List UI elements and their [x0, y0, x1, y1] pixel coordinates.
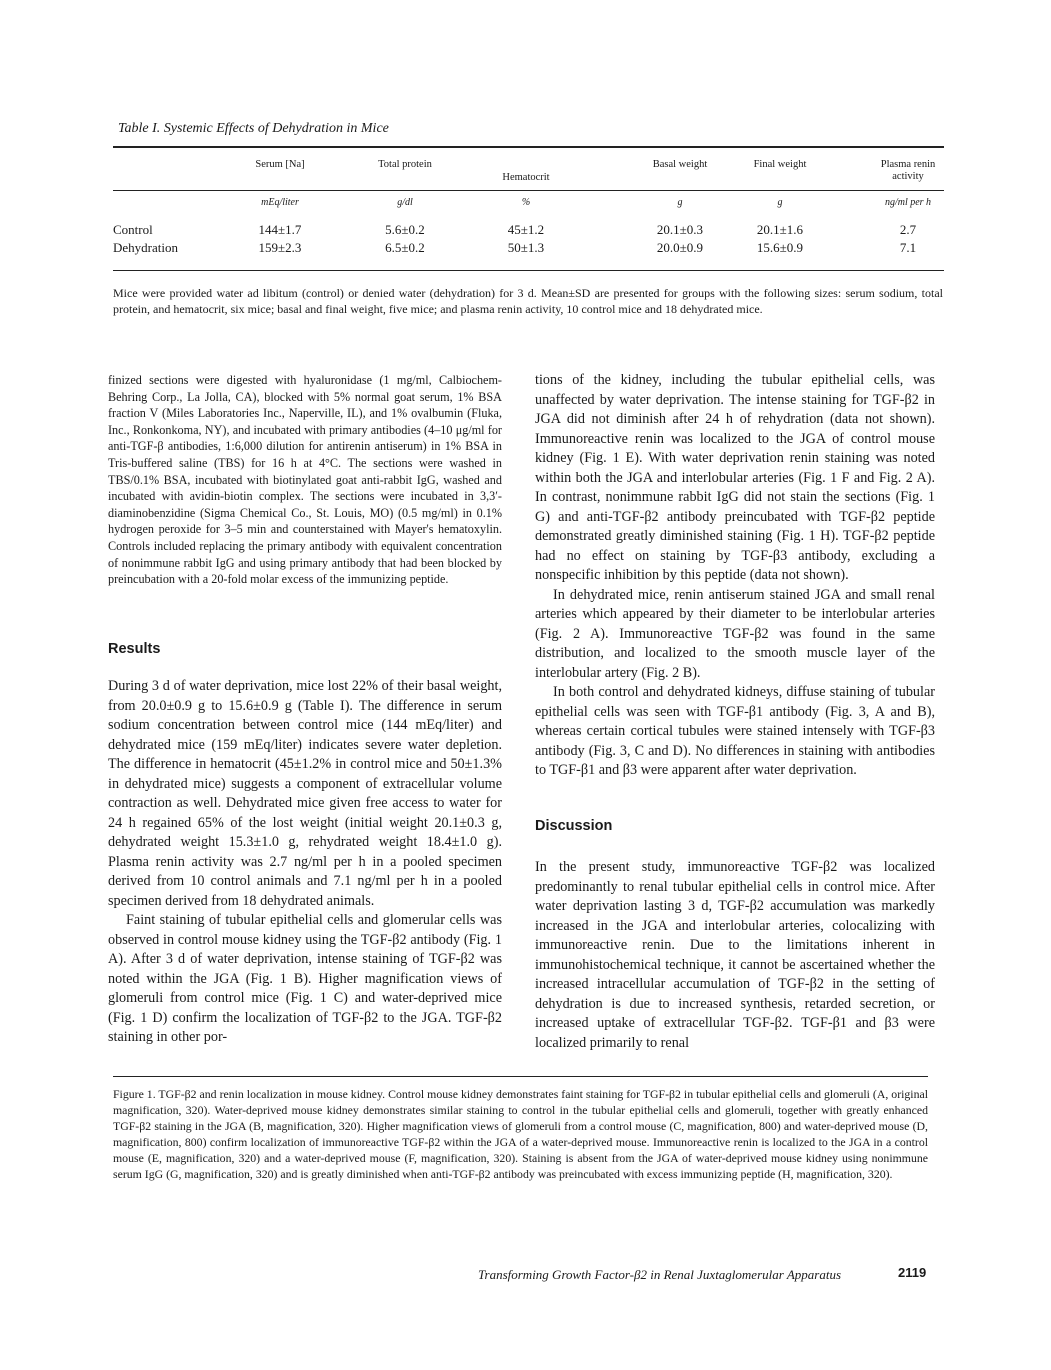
table-header-serum-na: Serum [Na]	[255, 159, 305, 170]
results-paragraph: Faint staining of tubular epithelial cells and glomerular cells was observed in control mouse kidney using the TGF-β2 antibody (Fig. 1 A). After 3 d of water deprivation, intense staining of TGF-β2 was noted within the JGA (Fig. 1 B). Higher magnification views of glomeruli from control mice (Fig. 1 C) and water-deprived mice (Fig. 1 D) confirm the localization of TGF-β2 to the JGA. TGF-β2 staining in other por-	[108, 912, 502, 1045]
table-unit-hematocrit: %	[521, 197, 531, 208]
methods-text: finized sections were digested with hyaluronidase (1 mg/ml, Calbiochem-Behring Corp., La Jolla, CA), blocked with 5% normal goat serum, 1% BSA fraction V (Miles Laboratories Inc., Naperville, IL), and 1% ovalbumin (Fluka, Inc., Ronkonkoma, NY), and incubated with primary antibodies (4–10 μg/ml for anti-TGF-β antibodies, 1:6,000 dilution for antirenin antiserum) in 1% BSA in Tris-buffered saline (TBS) for 16 h at 4°C. The sections were washed in TBS/0.1% BSA, incubated with biotinylated goat anti-rabbit IgG, washed and incubated with avidin-biotin complex. The sections were incubated in 3,3′-diaminobenzidine (Sigma Chemical Co., St. Louis, MO) (0.5 mg/ml) in 0.1% hydrogen peroxide for 3–5 min and counterstained with Mayer's hematoxylin. Controls included replacing the primary antibody with equivalent concentration of nonimmune rabbit IgG and using primary antibody that had been blocked by preincubation with a 20-fold molar excess of the immunizing peptide.	[108, 373, 502, 587]
page-number: 2119	[898, 1265, 927, 1280]
results-section	[108, 677, 502, 1048]
table-cell: 159±2.3	[258, 240, 302, 255]
discussion-heading: Discussion	[535, 818, 613, 834]
table-cell: 6.5±0.2	[385, 240, 425, 255]
results-paragraph: In dehydrated mice, renin antiserum stained JGA and small renal arteries which appeared by their diameter to be interlobular arteries (Fig. 2 A). Immunoreactive TGF-β2 was found in the same distribution, and localized to the smooth muscle layer of the interlobular artery (Fig. 2 B).	[535, 586, 935, 681]
table-header-total-protein: Total protein	[378, 159, 432, 170]
table-cell: 20.0±0.9	[656, 240, 704, 255]
results-paragraph: In both control and dehydrated kidneys, diffuse staining of tubular epithelial cells was seen with TGF-β1 antibody (Fig. 3, A and B), whereas certain cortical tubules were stained intensely with TGF-β3 antibody (Fig. 3, C and D). No differences in staining with antibodies to TGF-β1 and β3 were apparent after water deprivation.	[535, 684, 935, 778]
table-header-rule	[113, 190, 944, 191]
methods-paragraph	[108, 372, 502, 588]
table-header-plasma-renin: Plasma renin activity	[880, 159, 936, 182]
running-title: Transforming Growth Factor-β2 in Renal Juxtaglomerular Apparatus	[478, 1267, 841, 1282]
table-cell: 15.6±0.9	[756, 240, 804, 255]
table-cell: 50±1.3	[507, 240, 545, 255]
right-column-text	[535, 371, 935, 781]
table-row-label-control: Control	[113, 222, 153, 237]
results-paragraph: tions of the kidney, including the tubular epithelial cells, was unaffected by water deprivation. The intense staining for TGF-β2 in JGA did not diminish after 24 h of rehydration (data not shown). Immunoreactive renin was localized to the JGA of control mouse kidney (Fig. 1 E). With water deprivation renin staining was noted within both the JGA and interlobular arteries (Fig. 1 F and Fig. 2 A). In contrast, nonimmune rabbit IgG did not stain the sections (Fig. 1 G) and anti-TGF-β2 antibody preincubated with TGF-β2 peptide demonstrated greatly diminished staining (Fig. 1 H). TGF-β2 peptide had no effect on staining by TGF-β3 antibody, excluding a nonspecific inhibition by this peptide (data not shown).	[535, 372, 935, 583]
discussion-section	[535, 858, 935, 1053]
table-unit-serum-na: mEq/liter	[261, 197, 299, 208]
table-header-basal-weight: Basal weight	[652, 159, 708, 170]
table-cell: 20.1±1.6	[756, 222, 804, 237]
table-cell: 2.7	[899, 222, 917, 237]
results-heading: Results	[108, 641, 161, 657]
table-cell: 20.1±0.3	[656, 222, 704, 237]
table-unit-plasma-renin: ng/ml per h	[884, 197, 932, 208]
discussion-paragraph: In the present study, immunoreactive TGF-β2 was localized predominantly to renal tubular epithelial cells in control mice. After water deprivation lasting 3 d, TGF-β2 accumulation was markedly increased in the JGA and interlobular arteries, colocalizing with immunoreactive renin. Due to the limitations inherent in immunohistochemical technique, it cannot be ascertained whether the increased intracellular accumulation of TGF-β2 in the setting of dehydration is due to increased synthesis, retarded secretion, or increased uptake of extracellular TGF-β2. TGF-β1 and β3 were localized primarily to renal	[535, 859, 935, 1051]
table-title: Table I. Systemic Effects of Dehydration in Mice	[118, 121, 389, 136]
table-unit-basal-weight: g	[677, 197, 683, 208]
table-header-hematocrit: Hematocrit	[502, 172, 550, 183]
table-unit-total-protein: g/dl	[397, 197, 413, 208]
figure-caption: Figure 1. TGF-β2 and renin localization in mouse kidney. Control mouse kidney demonstrates faint staining for TGF-β2 in tubular epithelial cells and glomeruli (A, original magnification, 320). Water-deprived mouse kidney demonstrates similar staining to control in the tubular epithelial cells and glomeruli, together with greatly enhanced TGF-β2 staining in the JGA (B, magnification, 320). Higher magnification views of glomeruli from a control mouse (C, magnification, 800) and water-deprived mouse (D, magnification, 800) confirm localization of immunoreactive TGF-β2 within the JGA of a water-deprived mouse. Immunoreactive renin is localized to the JGA in a control mouse (E, magnification, 320) and a water-deprived mouse (F, magnification, 320). Staining is absent from the JGA of water-deprived mouse kidney using nonimmune serum IgG (G, magnification, 320) and is greatly diminished when anti-TGF-β2 antibody was preincubated with excess immunizing peptide (H, magnification, 320).	[113, 1087, 928, 1181]
table-footnote: Mice were provided water ad libitum (control) or denied water (dehydration) for 3 d. Mean±SD are presented for groups with the following sizes: serum sodium, total protein, and hematocrit, six mice; basal and final weight, five mice; and plasma renin activity, 10 control mice and 18 dehydrated mice.	[113, 286, 943, 316]
table-cell: 5.6±0.2	[385, 222, 425, 237]
table-unit-final-weight: g	[777, 197, 783, 208]
table-cell: 7.1	[899, 240, 917, 255]
caption-rule	[113, 1076, 928, 1077]
table-cell: 144±1.7	[258, 222, 302, 237]
table-cell: 45±1.2	[507, 222, 545, 237]
results-paragraph: During 3 d of water deprivation, mice lost 22% of their basal weight, from 20.0±0.9 g to 15.6±0.9 g (Table I). The difference in serum sodium concentration between control mice (144 mEq/liter) and dehydrated mice (159 mEq/liter) indicates severe water depletion. The difference in hematocrit (45±1.2% in control mice and 50±1.3% in dehydrated mice) suggests a component of extracellular volume contraction as well. Dehydrated mice given free access to water for 24 h regained 65% of the lost weight (initial weight 20.1±0.3 g, dehydrated weight 15.3±1.0 g, rehydrated weight 18.4±1.0 g). Plasma renin activity was 2.7 ng/ml per h in a pooled specimen derived from 10 control animals and 7.1 ng/ml per h in a pooled specimen derived from 18 dehydrated animals.	[108, 678, 502, 909]
table-row-label-dehydration: Dehydration	[113, 240, 178, 255]
table-header-final-weight: Final weight	[753, 159, 807, 170]
table-bottom-rule	[113, 270, 944, 271]
table-top-rule	[113, 146, 944, 148]
